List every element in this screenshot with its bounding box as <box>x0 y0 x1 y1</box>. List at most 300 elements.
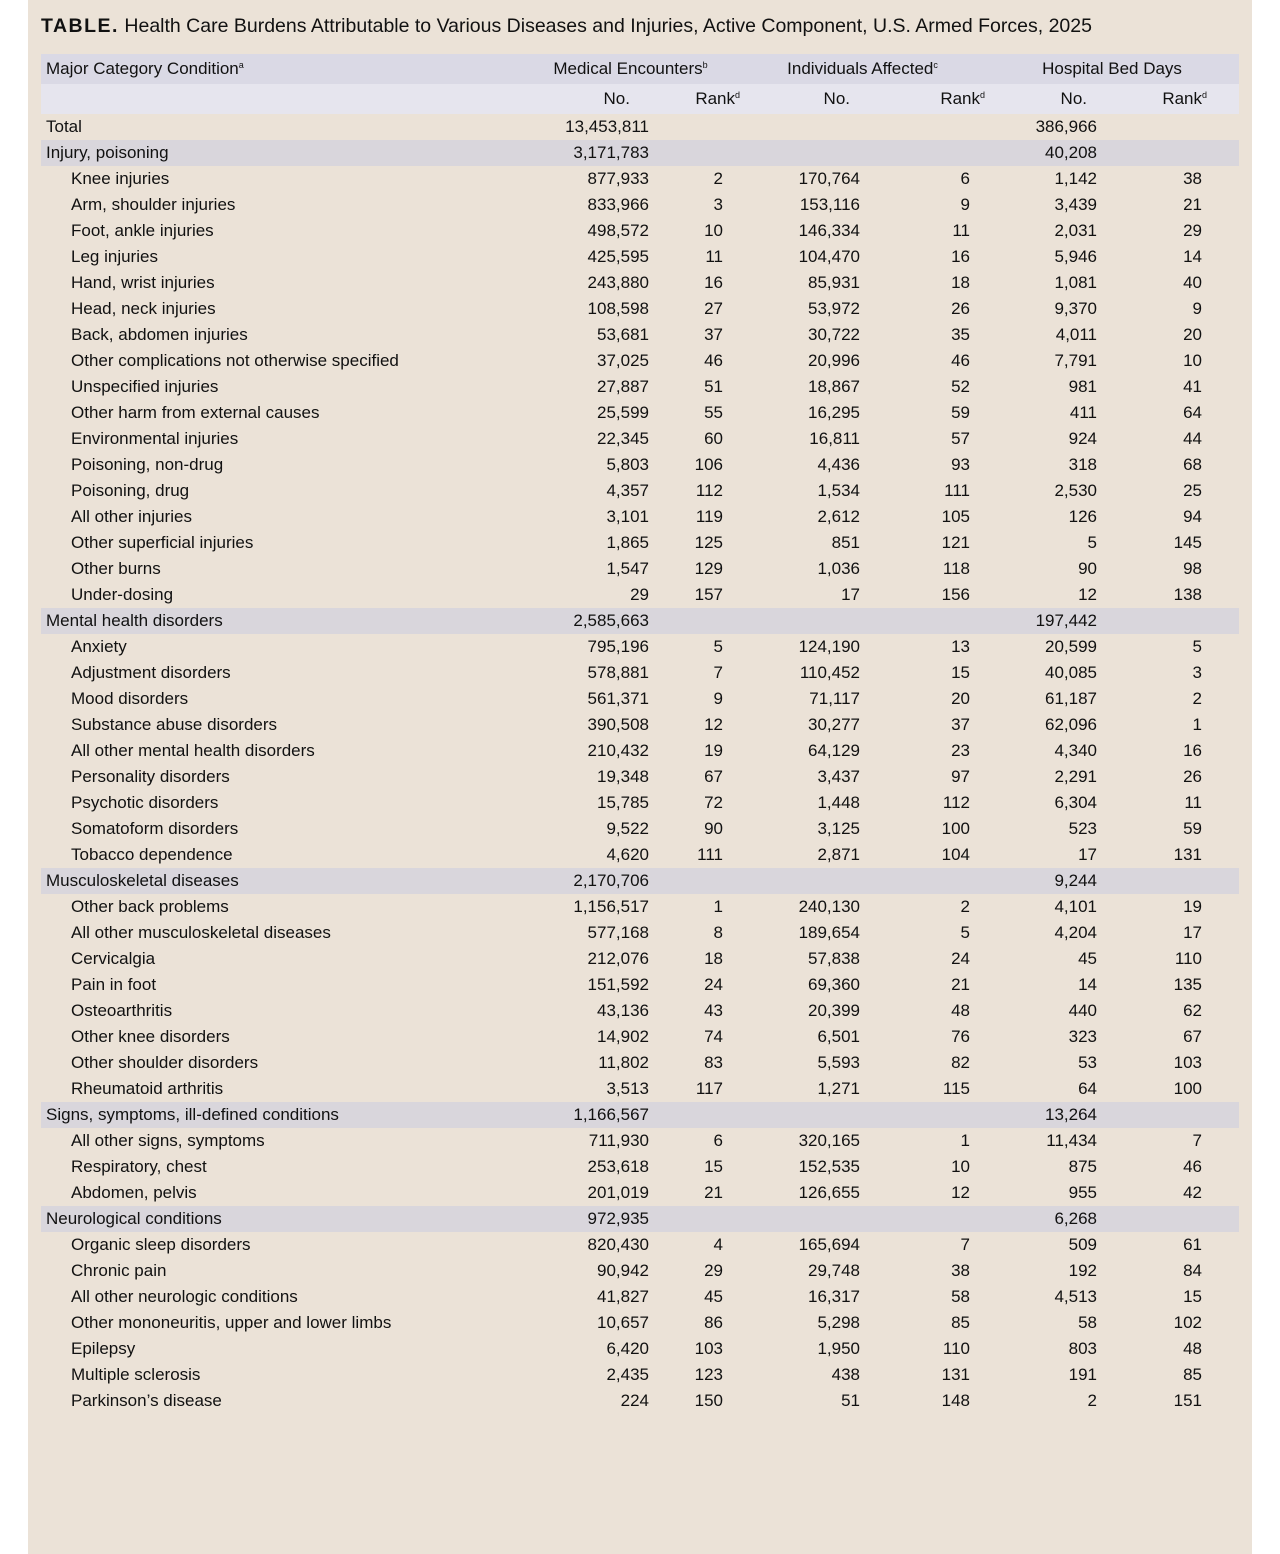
category-hospital-bed-days: 40,208 <box>985 140 1124 166</box>
medical-encounters-rank: 12 <box>704 715 724 734</box>
category-hospital-bed-days: 197,442 <box>985 608 1124 634</box>
hospital-bed-days-no: 53 <box>1078 1053 1098 1072</box>
medical-encounters-rank: 129 <box>694 559 724 578</box>
hospital-bed-days-no: 5 <box>1087 533 1098 552</box>
medical-encounters-no: 90,942 <box>597 1261 649 1280</box>
hospital-bed-days-no: 5,946 <box>1054 247 1098 266</box>
hospital-bed-days-rank: 29 <box>1183 221 1203 240</box>
table-row <box>41 738 1239 764</box>
medical-encounters-no: 5,803 <box>606 455 649 474</box>
medical-encounters-no: 577,168 <box>587 923 649 942</box>
hospital-bed-days-rank: 10 <box>1183 351 1203 370</box>
hospital-bed-days-no: 323 <box>1068 1027 1098 1046</box>
hospital-bed-days-rank: 20 <box>1183 325 1203 344</box>
hospital-bed-days-no: 875 <box>1068 1157 1098 1176</box>
condition-name: Organic sleep disorders <box>71 1235 251 1254</box>
medical-encounters-no: 253,618 <box>587 1157 649 1176</box>
table-row <box>41 322 1239 348</box>
hospital-bed-days-rank: 19 <box>1183 897 1203 916</box>
hospital-bed-days-rank: 94 <box>1183 507 1203 526</box>
individuals-affected-rank: 26 <box>951 299 971 318</box>
individuals-affected-no: 320,165 <box>798 1131 861 1150</box>
condition-name: All other mental health disorders <box>71 741 315 760</box>
medical-encounters-rank: 18 <box>704 949 724 968</box>
category-medical-encounters: 2,585,663 <box>521 608 657 634</box>
condition-name: Chronic pain <box>71 1261 167 1280</box>
individuals-affected-rank: 100 <box>941 819 971 838</box>
hospital-bed-days-rank: 9 <box>1192 299 1203 318</box>
medical-encounters-no: 53,681 <box>597 325 649 344</box>
medical-encounters-rank: 83 <box>704 1053 724 1072</box>
condition-name: Epilepsy <box>71 1339 136 1358</box>
category-name: Signs, symptoms, ill-defined conditions <box>41 1102 521 1128</box>
individuals-affected-no: 16,811 <box>809 429 861 448</box>
medical-encounters-rank: 21 <box>704 1183 724 1202</box>
table-row <box>41 478 1239 504</box>
individuals-affected-rank: 18 <box>951 273 971 292</box>
hospital-bed-days-rank: 102 <box>1173 1313 1203 1332</box>
empty-cell <box>877 140 985 166</box>
condition-name: Other mononeuritis, upper and lower limbs <box>71 1313 392 1332</box>
condition-name: All other musculoskeletal diseases <box>71 923 331 942</box>
medical-encounters-rank: 3 <box>713 195 724 214</box>
table-title-text: Health Care Burdens Attributable to Various Diseases and Injuries, Active Component, U.S. Armed Forces, 2025 <box>124 15 1092 37</box>
medical-encounters-rank: 111 <box>697 845 724 864</box>
medical-encounters-no: 1,865 <box>606 533 649 552</box>
medical-encounters-no: 19,348 <box>597 767 649 786</box>
hospital-bed-days-no: 924 <box>1068 429 1098 448</box>
category-row <box>41 1206 1239 1232</box>
condition-name: Poisoning, non-drug <box>71 455 224 474</box>
individuals-affected-rank: 15 <box>951 663 971 682</box>
hospital-bed-days-no: 6,304 <box>1054 793 1098 812</box>
individuals-affected-rank: 24 <box>951 949 971 968</box>
hospital-bed-days-rank: 48 <box>1183 1339 1203 1358</box>
table-row <box>41 556 1239 582</box>
condition-name: Under-dosing <box>71 585 174 604</box>
condition-name: Pain in foot <box>71 975 157 994</box>
category-name: Neurological conditions <box>41 1206 521 1232</box>
hospital-bed-days-no: 4,101 <box>1054 897 1098 916</box>
individuals-affected-no: 438 <box>831 1365 861 1384</box>
medical-encounters-rank: 43 <box>704 1001 724 1020</box>
table-row <box>41 1180 1239 1206</box>
hospital-bed-days-no: 9,370 <box>1054 299 1098 318</box>
table-row <box>41 816 1239 842</box>
hospital-bed-days-no: 955 <box>1068 1183 1098 1202</box>
individuals-affected-rank: 13 <box>951 637 971 656</box>
footnote-b: b <box>702 60 708 70</box>
individuals-affected-rank: 9 <box>960 195 971 214</box>
medical-encounters-rank: 10 <box>704 221 724 240</box>
hospital-bed-days-rank: 98 <box>1183 559 1203 578</box>
hospital-bed-days-rank: 11 <box>1184 793 1203 812</box>
empty-cell <box>877 1206 985 1232</box>
individuals-affected-rank: 105 <box>941 507 971 526</box>
condition-name: Other complications not otherwise specified <box>71 351 399 370</box>
category-row <box>41 608 1239 634</box>
hospital-bed-days-rank: 15 <box>1183 1287 1203 1306</box>
empty-cell <box>877 114 985 140</box>
individuals-affected-rank: 38 <box>951 1261 971 1280</box>
individuals-affected-no: 16,317 <box>808 1287 861 1306</box>
hospital-bed-days-rank: 44 <box>1183 429 1203 448</box>
category-medical-encounters: 1,166,567 <box>521 1102 657 1128</box>
hospital-bed-days-rank: 135 <box>1173 975 1203 994</box>
hospital-bed-days-rank: 61 <box>1183 1235 1203 1254</box>
hospital-bed-days-rank: 138 <box>1173 585 1203 604</box>
medical-encounters-rank: 123 <box>694 1365 724 1384</box>
hospital-bed-days-no: 191 <box>1068 1365 1098 1384</box>
empty-cell <box>657 608 740 634</box>
header-ia-no: No. <box>740 84 877 114</box>
hospital-bed-days-rank: 103 <box>1173 1053 1203 1072</box>
table-row <box>41 634 1239 660</box>
individuals-affected-no: 165,694 <box>798 1235 861 1254</box>
condition-name: Respiratory, chest <box>71 1157 207 1176</box>
individuals-affected-rank: 112 <box>942 793 971 812</box>
condition-name: Rheumatoid arthritis <box>71 1079 224 1098</box>
category-name: Musculoskeletal diseases <box>41 868 521 894</box>
table-row <box>41 660 1239 686</box>
hospital-bed-days-no: 90 <box>1078 559 1098 578</box>
hospital-bed-days-no: 2 <box>1087 1391 1098 1410</box>
condition-name: Foot, ankle injuries <box>71 221 214 240</box>
condition-name: Other superficial injuries <box>71 533 254 552</box>
table-row <box>41 400 1239 426</box>
empty-cell <box>657 868 740 894</box>
condition-name: Head, neck injuries <box>71 299 216 318</box>
individuals-affected-no: 153,116 <box>799 195 861 214</box>
hospital-bed-days-no: 1,142 <box>1054 169 1098 188</box>
hospital-bed-days-no: 17 <box>1078 845 1098 864</box>
table-row <box>41 1388 1239 1414</box>
individuals-affected-rank: 5 <box>960 923 971 942</box>
individuals-affected-no: 17 <box>841 585 861 604</box>
individuals-affected-no: 126,655 <box>798 1183 861 1202</box>
hospital-bed-days-no: 523 <box>1068 819 1098 838</box>
table-row <box>41 920 1239 946</box>
individuals-affected-rank: 11 <box>952 221 971 240</box>
medical-encounters-rank: 67 <box>704 767 724 786</box>
hospital-bed-days-rank: 25 <box>1183 481 1203 500</box>
table-row <box>41 244 1239 270</box>
category-row <box>41 1102 1239 1128</box>
individuals-affected-no: 170,764 <box>798 169 861 188</box>
individuals-affected-rank: 21 <box>951 975 971 994</box>
condition-name: Poisoning, drug <box>71 481 190 500</box>
condition-name: Other harm from external causes <box>71 403 320 422</box>
table-row <box>41 1284 1239 1310</box>
medical-encounters-rank: 1 <box>713 897 724 916</box>
condition-name: Mood disorders <box>71 689 189 708</box>
medical-encounters-no: 820,430 <box>587 1235 649 1254</box>
hospital-bed-days-rank: 62 <box>1183 1001 1203 1020</box>
table-row <box>41 166 1239 192</box>
hospital-bed-days-no: 2,530 <box>1054 481 1098 500</box>
medical-encounters-rank: 29 <box>704 1261 724 1280</box>
table-row <box>41 582 1239 608</box>
header-individuals-affected: Individuals Affected$^c$ <box>740 54 985 84</box>
condition-name: Unspecified injuries <box>71 377 219 396</box>
medical-encounters-no: 41,827 <box>597 1287 649 1306</box>
table-row <box>41 686 1239 712</box>
medical-encounters-no: 151,592 <box>587 975 649 994</box>
hospital-bed-days-rank: 26 <box>1183 767 1203 786</box>
individuals-affected-no: 240,130 <box>798 897 861 916</box>
individuals-affected-no: 64,129 <box>808 741 861 760</box>
medical-encounters-no: 212,076 <box>587 949 649 968</box>
medical-encounters-no: 14,902 <box>597 1027 649 1046</box>
table-row <box>41 1258 1239 1284</box>
medical-encounters-rank: 16 <box>704 273 724 292</box>
hospital-bed-days-no: 14 <box>1078 975 1098 994</box>
medical-encounters-rank: 24 <box>704 975 724 994</box>
table-label: TABLE. <box>41 15 119 37</box>
individuals-affected-rank: 111 <box>944 481 971 500</box>
medical-encounters-no: 108,598 <box>587 299 649 318</box>
category-name: Mental health disorders <box>41 608 521 634</box>
category-name: Injury, poisoning <box>41 140 521 166</box>
hospital-bed-days-rank: 145 <box>1173 533 1203 552</box>
hospital-bed-days-rank: 38 <box>1183 169 1203 188</box>
hospital-bed-days-rank: 41 <box>1183 377 1203 396</box>
empty-cell <box>877 608 985 634</box>
medical-encounters-rank: 8 <box>713 923 724 942</box>
hospital-bed-days-no: 40,085 <box>1045 663 1098 682</box>
condition-name: Somatoform disorders <box>71 819 239 838</box>
medical-encounters-rank: 112 <box>695 481 724 500</box>
table-row <box>41 1128 1239 1154</box>
table-row <box>41 504 1239 530</box>
table-row <box>41 790 1239 816</box>
hospital-bed-days-no: 11,434 <box>1046 1131 1098 1150</box>
condition-name: All other injuries <box>71 507 192 526</box>
medical-encounters-no: 1,547 <box>606 559 649 578</box>
medical-encounters-no: 390,508 <box>587 715 649 734</box>
hospital-bed-days-rank: 151 <box>1173 1391 1203 1410</box>
table-row <box>41 530 1239 556</box>
medical-encounters-no: 1,156,517 <box>573 897 649 916</box>
hospital-bed-days-rank: 7 <box>1192 1131 1203 1150</box>
category-medical-encounters: 2,170,706 <box>521 868 657 894</box>
hospital-bed-days-no: 45 <box>1078 949 1098 968</box>
individuals-affected-rank: 37 <box>951 715 971 734</box>
footnote-c: c <box>933 60 938 70</box>
condition-name: Knee injuries <box>71 169 170 188</box>
hospital-bed-days-no: 20,599 <box>1045 637 1098 656</box>
footnote-a: a <box>238 60 244 70</box>
hospital-bed-days-no: 411 <box>1069 403 1098 422</box>
individuals-affected-no: 53,972 <box>808 299 861 318</box>
health-burden-table <box>41 54 1239 1414</box>
individuals-affected-rank: 85 <box>951 1313 971 1332</box>
individuals-affected-no: 1,534 <box>817 481 861 500</box>
individuals-affected-no: 146,334 <box>798 221 861 240</box>
condition-name: Anxiety <box>71 637 127 656</box>
medical-encounters-rank: 103 <box>694 1339 724 1358</box>
empty-cell <box>877 1102 985 1128</box>
header-me-rank: Rank$^d$ <box>657 84 740 114</box>
hospital-bed-days-rank: 84 <box>1183 1261 1203 1280</box>
medical-encounters-no: 37,025 <box>597 351 649 370</box>
condition-name: Other shoulder disorders <box>71 1053 259 1072</box>
individuals-affected-no: 851 <box>831 533 861 552</box>
table-row <box>41 1076 1239 1102</box>
individuals-affected-rank: 35 <box>951 325 971 344</box>
condition-name: Personality disorders <box>71 767 230 786</box>
medical-encounters-rank: 19 <box>704 741 724 760</box>
hospital-bed-days-rank: 64 <box>1183 403 1203 422</box>
medical-encounters-no: 877,933 <box>587 169 649 188</box>
empty-cell <box>740 140 877 166</box>
medical-encounters-no: 711,930 <box>588 1131 649 1150</box>
hospital-bed-days-rank: 46 <box>1183 1157 1203 1176</box>
individuals-affected-rank: 23 <box>951 741 971 760</box>
total-row <box>41 114 1239 140</box>
table-row <box>41 712 1239 738</box>
medical-encounters-no: 29 <box>630 585 649 604</box>
medical-encounters-rank: 72 <box>704 793 724 812</box>
table-title <box>41 13 1092 39</box>
individuals-affected-no: 29,748 <box>808 1261 861 1280</box>
header-hospital-bed-days: Hospital Bed Days <box>985 54 1239 84</box>
table-row <box>41 842 1239 868</box>
hospital-bed-days-no: 440 <box>1068 1001 1098 1020</box>
medical-encounters-rank: 157 <box>694 585 724 604</box>
individuals-affected-no: 2,871 <box>817 845 861 864</box>
hospital-bed-days-no: 4,011 <box>1055 325 1098 344</box>
individuals-affected-no: 110,452 <box>799 663 861 682</box>
hospital-bed-days-rank: 59 <box>1183 819 1203 838</box>
medical-encounters-rank: 4 <box>713 1235 724 1254</box>
individuals-affected-rank: 57 <box>951 429 971 448</box>
empty-cell <box>740 868 877 894</box>
empty-cell <box>657 1102 740 1128</box>
individuals-affected-rank: 1 <box>960 1131 971 1150</box>
individuals-affected-rank: 131 <box>941 1365 971 1384</box>
individuals-affected-rank: 76 <box>951 1027 971 1046</box>
condition-name: All other signs, symptoms <box>71 1131 265 1150</box>
hospital-bed-days-rank: 2 <box>1192 689 1203 708</box>
medical-encounters-no: 4,357 <box>606 481 649 500</box>
category-row <box>41 140 1239 166</box>
medical-encounters-no: 833,966 <box>587 195 649 214</box>
individuals-affected-no: 4,436 <box>817 455 861 474</box>
table-row <box>41 452 1239 478</box>
condition-name: Arm, shoulder injuries <box>71 195 236 214</box>
hospital-bed-days-rank: 3 <box>1192 663 1203 682</box>
individuals-affected-no: 152,535 <box>798 1157 861 1176</box>
individuals-affected-no: 1,448 <box>817 793 861 812</box>
total-medical-encounters: 13,453,811 <box>565 117 649 136</box>
total-hospital-bed-days: 386,966 <box>1035 117 1098 136</box>
hospital-bed-days-no: 61,187 <box>1045 689 1098 708</box>
empty-cell <box>740 1206 877 1232</box>
condition-name: Other back problems <box>71 897 229 916</box>
header-hb-no: No. <box>985 84 1124 114</box>
medical-encounters-rank: 6 <box>713 1131 724 1150</box>
medical-encounters-rank: 51 <box>704 377 724 396</box>
individuals-affected-rank: 52 <box>951 377 971 396</box>
condition-name: Abdomen, pelvis <box>71 1183 197 1202</box>
table-row <box>41 946 1239 972</box>
category-medical-encounters: 3,171,783 <box>521 140 657 166</box>
individuals-affected-no: 69,360 <box>808 975 861 994</box>
individuals-affected-rank: 12 <box>951 1183 971 1202</box>
table-row <box>41 426 1239 452</box>
individuals-affected-rank: 121 <box>941 533 971 552</box>
hospital-bed-days-rank: 14 <box>1183 247 1203 266</box>
individuals-affected-rank: 6 <box>960 169 971 188</box>
individuals-affected-no: 124,190 <box>798 637 861 656</box>
medical-encounters-rank: 15 <box>704 1157 724 1176</box>
medical-encounters-rank: 2 <box>713 169 724 188</box>
condition-name: Back, abdomen injuries <box>71 325 248 344</box>
category-row <box>41 868 1239 894</box>
hospital-bed-days-rank: 131 <box>1173 845 1203 864</box>
medical-encounters-no: 498,572 <box>587 221 649 240</box>
medical-encounters-rank: 7 <box>713 663 724 682</box>
hospital-bed-days-rank: 110 <box>1174 949 1203 968</box>
medical-encounters-no: 425,595 <box>587 247 649 266</box>
condition-name: Environmental injuries <box>71 429 239 448</box>
table-row <box>41 1050 1239 1076</box>
individuals-affected-no: 5,298 <box>817 1313 861 1332</box>
individuals-affected-rank: 82 <box>951 1053 971 1072</box>
table-row <box>41 1024 1239 1050</box>
table-row <box>41 894 1239 920</box>
empty-cell <box>740 114 877 140</box>
individuals-affected-rank: 115 <box>942 1079 971 1098</box>
individuals-affected-no: 20,996 <box>808 351 861 370</box>
table-row <box>41 1336 1239 1362</box>
medical-encounters-no: 25,599 <box>597 403 649 422</box>
total-label: Total <box>46 117 82 136</box>
table-row <box>41 348 1239 374</box>
individuals-affected-no: 71,117 <box>809 689 861 708</box>
table-row <box>41 1310 1239 1336</box>
medical-encounters-no: 3,513 <box>606 1079 649 1098</box>
empty-cell <box>1124 114 1239 140</box>
hospital-bed-days-no: 64 <box>1078 1079 1098 1098</box>
table-row <box>41 764 1239 790</box>
medical-encounters-no: 3,101 <box>606 507 649 526</box>
medical-encounters-rank: 5 <box>713 637 724 656</box>
table-row <box>41 1154 1239 1180</box>
hospital-bed-days-rank: 67 <box>1183 1027 1203 1046</box>
header-me-no: No. <box>521 84 657 114</box>
hospital-bed-days-no: 4,340 <box>1054 741 1098 760</box>
medical-encounters-rank: 37 <box>704 325 724 344</box>
hospital-bed-days-no: 4,513 <box>1054 1287 1098 1306</box>
empty-cell <box>657 1206 740 1232</box>
category-hospital-bed-days: 6,268 <box>985 1206 1124 1232</box>
hospital-bed-days-no: 2,291 <box>1054 767 1098 786</box>
hospital-bed-days-no: 509 <box>1068 1235 1098 1254</box>
medical-encounters-no: 43,136 <box>597 1001 649 1020</box>
hospital-bed-days-no: 2,031 <box>1054 221 1098 240</box>
medical-encounters-no: 22,345 <box>597 429 649 448</box>
medical-encounters-no: 224 <box>620 1391 649 1410</box>
category-hospital-bed-days: 13,264 <box>985 1102 1124 1128</box>
medical-encounters-no: 243,880 <box>587 273 649 292</box>
individuals-affected-rank: 156 <box>941 585 971 604</box>
hospital-bed-days-rank: 42 <box>1183 1183 1203 1202</box>
hospital-bed-days-no: 981 <box>1068 377 1098 396</box>
header-row-groups <box>41 54 1239 84</box>
individuals-affected-rank: 97 <box>951 767 971 786</box>
